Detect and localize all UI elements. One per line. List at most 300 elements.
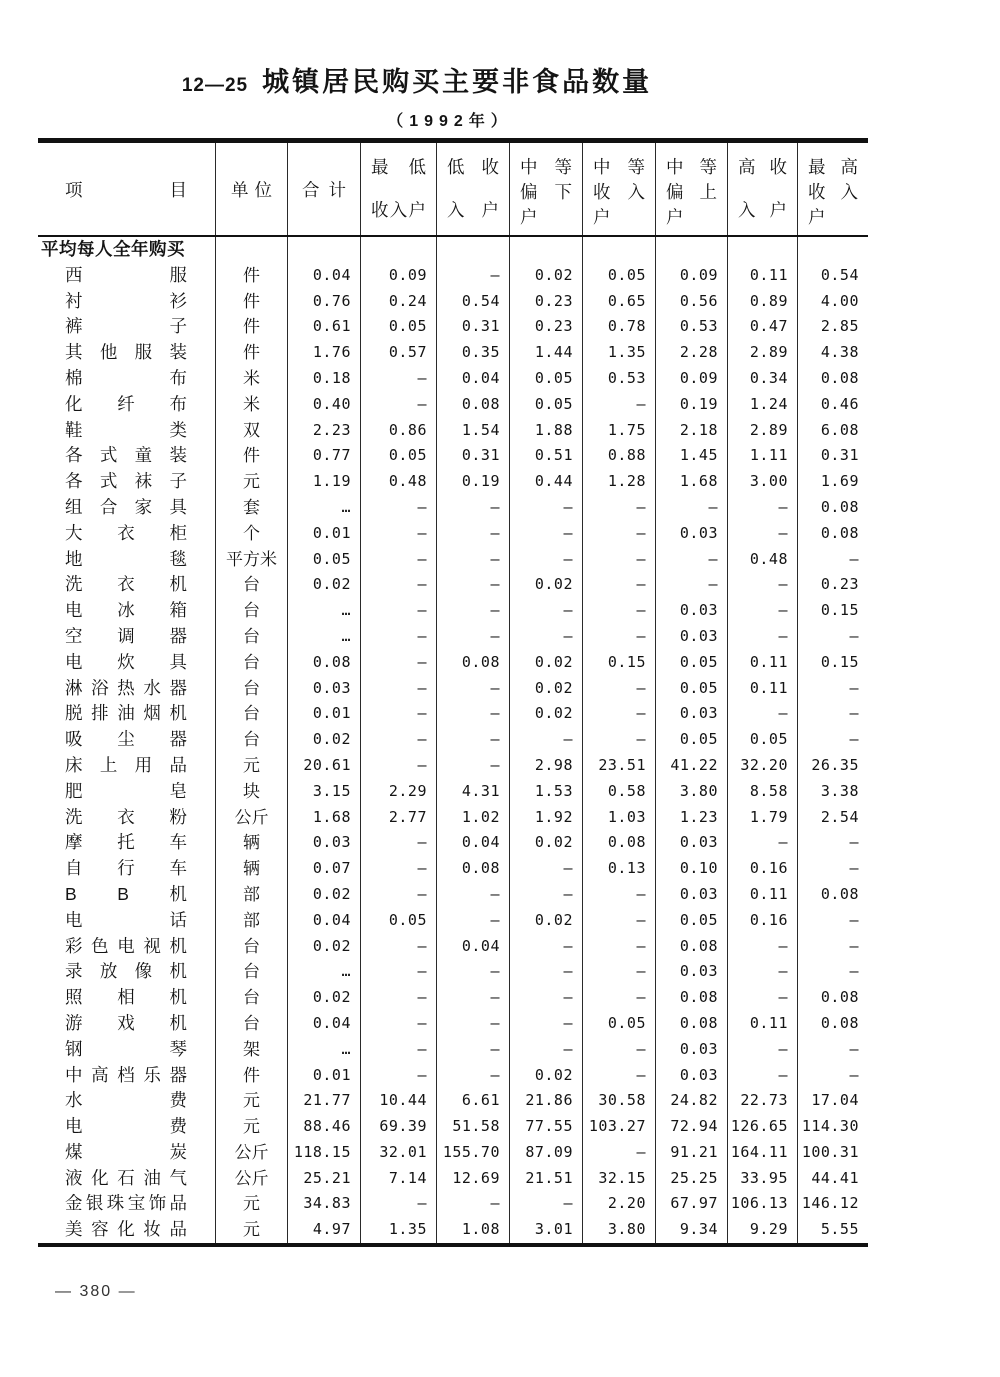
item-name: 金银珠宝饰品 [65, 1193, 187, 1214]
item-name: 照相机 [65, 987, 187, 1008]
unit-cell: 套 [215, 495, 287, 521]
value-cell: — [436, 753, 509, 779]
table-row [38, 727, 868, 753]
value-cell: 0.05 [509, 366, 582, 392]
item-name: 电冰箱 [65, 600, 187, 621]
value-cell: — [436, 1191, 509, 1217]
value-cell: 1.02 [436, 805, 509, 831]
value-cell: — [509, 1037, 582, 1063]
value-cell: 1.11 [727, 443, 797, 469]
table-row [38, 934, 868, 960]
item-name: 录放像机 [65, 961, 187, 982]
item-name: 水费 [65, 1090, 187, 1111]
value-cell: — [797, 934, 868, 960]
value-cell: … [287, 624, 360, 650]
value-cell: 0.03 [655, 701, 727, 727]
value-cell: 0.02 [287, 572, 360, 598]
value-cell: 51.58 [436, 1114, 509, 1140]
table-row [38, 1114, 868, 1140]
item-name: 西服 [65, 264, 187, 285]
value-cell: 0.05 [655, 908, 727, 934]
value-cell: 6.08 [797, 418, 868, 444]
value-cell: 4.97 [287, 1217, 360, 1243]
item-name: 钢琴 [65, 1038, 187, 1059]
value-cell: — [727, 1037, 797, 1063]
unit-cell: 米 [215, 366, 287, 392]
subtitle-row [0, 108, 900, 131]
value-cell: 1.88 [509, 418, 582, 444]
value-cell: 12.69 [436, 1166, 509, 1192]
value-cell: 0.03 [655, 1063, 727, 1089]
unit-cell: 台 [215, 598, 287, 624]
unit-cell: 元 [215, 469, 287, 495]
item-name: 其他服装 [65, 342, 187, 363]
value-cell: 0.05 [655, 727, 727, 753]
value-cell: — [582, 572, 655, 598]
value-cell: 0.15 [797, 598, 868, 624]
value-cell: 0.34 [727, 366, 797, 392]
item-name: 化纤布 [65, 393, 187, 414]
value-cell: 2.54 [797, 805, 868, 831]
table-row [38, 418, 868, 444]
table-row [38, 521, 868, 547]
unit-cell: 辆 [215, 830, 287, 856]
header-lower-middle: 中等 偏下户 [509, 143, 582, 235]
value-cell: — [509, 934, 582, 960]
value-cell: 0.02 [509, 572, 582, 598]
value-cell: 1.68 [287, 805, 360, 831]
value-cell [509, 237, 582, 263]
value-cell: — [436, 598, 509, 624]
value-cell: 0.01 [287, 701, 360, 727]
value-cell: 0.04 [436, 934, 509, 960]
value-cell: — [727, 495, 797, 521]
value-cell: — [436, 908, 509, 934]
value-cell: 0.05 [582, 1011, 655, 1037]
value-cell: — [727, 985, 797, 1011]
value-cell: 2.18 [655, 418, 727, 444]
value-cell: — [797, 959, 868, 985]
table-number: 12—25 [181, 75, 249, 96]
value-cell: 0.51 [509, 443, 582, 469]
unit-cell: 件 [215, 289, 287, 315]
value-cell: 41.22 [655, 753, 727, 779]
item-name: 液化石油气 [65, 1167, 187, 1188]
unit-cell: 台 [215, 676, 287, 702]
value-cell: — [582, 598, 655, 624]
value-cell: 0.02 [509, 908, 582, 934]
value-cell: 32.15 [582, 1166, 655, 1192]
value-cell: 44.41 [797, 1166, 868, 1192]
value-cell: — [655, 572, 727, 598]
value-cell: — [360, 701, 436, 727]
table-row [38, 959, 868, 985]
value-cell: 0.03 [655, 598, 727, 624]
section-title: 平均每人全年购买 [41, 239, 185, 259]
unit-cell: 平方米 [215, 547, 287, 573]
value-cell: 0.11 [727, 263, 797, 289]
value-cell: — [797, 547, 868, 573]
value-cell: — [797, 727, 868, 753]
value-cell: 0.02 [287, 934, 360, 960]
value-cell: 0.35 [436, 340, 509, 366]
item-name: 脱排油烟机 [65, 703, 187, 724]
value-cell: 0.03 [287, 676, 360, 702]
value-cell: 0.10 [655, 856, 727, 882]
value-cell: — [360, 650, 436, 676]
value-cell: 0.09 [655, 263, 727, 289]
table-row [38, 753, 868, 779]
value-cell: 0.16 [727, 908, 797, 934]
value-cell: 0.01 [287, 1063, 360, 1089]
value-cell: — [360, 547, 436, 573]
table-row [38, 1217, 868, 1243]
value-cell: 0.13 [582, 856, 655, 882]
item-name: 空调器 [65, 625, 187, 646]
value-cell: — [582, 959, 655, 985]
unit-cell: 元 [215, 753, 287, 779]
value-cell: 91.21 [655, 1140, 727, 1166]
value-cell: — [582, 934, 655, 960]
value-cell: 1.69 [797, 469, 868, 495]
value-cell: 2.89 [727, 340, 797, 366]
value-cell: … [287, 959, 360, 985]
table-row [38, 572, 868, 598]
value-cell: — [727, 624, 797, 650]
value-cell: — [582, 882, 655, 908]
value-cell: — [436, 521, 509, 547]
item-name: 鞋类 [65, 419, 187, 440]
table-row [38, 1037, 868, 1063]
value-cell: — [360, 959, 436, 985]
value-cell: 1.76 [287, 340, 360, 366]
value-cell: — [436, 572, 509, 598]
value-cell: 0.05 [727, 727, 797, 753]
unit-cell: 块 [215, 779, 287, 805]
value-cell: — [436, 727, 509, 753]
value-cell: 1.54 [436, 418, 509, 444]
value-cell: — [509, 521, 582, 547]
item-name: 洗衣机 [65, 574, 187, 595]
value-cell: — [797, 908, 868, 934]
value-cell: 0.19 [436, 469, 509, 495]
value-cell: 0.16 [727, 856, 797, 882]
value-cell: — [509, 727, 582, 753]
table-row [38, 676, 868, 702]
value-cell: 0.08 [287, 650, 360, 676]
value-cell: — [360, 727, 436, 753]
table-row [38, 1191, 868, 1217]
value-cell: — [360, 882, 436, 908]
item-name: 电话 [65, 909, 187, 930]
value-cell: — [436, 985, 509, 1011]
table-row [38, 624, 868, 650]
value-cell: 23.51 [582, 753, 655, 779]
table-row [38, 314, 868, 340]
value-cell: — [797, 676, 868, 702]
value-cell: 0.47 [727, 314, 797, 340]
table-row [38, 469, 868, 495]
title-row [0, 60, 834, 99]
item-name: 煤炭 [65, 1141, 187, 1162]
value-cell: 26.35 [797, 753, 868, 779]
value-cell: 0.08 [436, 650, 509, 676]
value-cell [582, 237, 655, 263]
value-cell: — [360, 676, 436, 702]
value-cell: — [360, 856, 436, 882]
value-cell: — [509, 1191, 582, 1217]
table-row [38, 443, 868, 469]
value-cell: 2.98 [509, 753, 582, 779]
value-cell: — [655, 547, 727, 573]
value-cell: 1.35 [582, 340, 655, 366]
value-cell: 0.31 [797, 443, 868, 469]
value-cell: — [436, 1011, 509, 1037]
header-unit: 单位 [215, 143, 287, 235]
value-cell: … [287, 598, 360, 624]
value-cell: — [360, 1037, 436, 1063]
value-cell [727, 237, 797, 263]
value-cell: — [360, 753, 436, 779]
value-cell: 0.04 [287, 1011, 360, 1037]
value-cell: — [797, 1063, 868, 1089]
value-cell: 100.31 [797, 1140, 868, 1166]
value-cell: 155.70 [436, 1140, 509, 1166]
value-cell: 0.11 [727, 882, 797, 908]
value-cell: 2.29 [360, 779, 436, 805]
table-row [38, 263, 868, 289]
value-cell: — [727, 521, 797, 547]
value-cell: 7.14 [360, 1166, 436, 1192]
item-name: 摩托车 [65, 832, 187, 853]
value-cell: 0.08 [797, 495, 868, 521]
unit-cell: 公斤 [215, 1140, 287, 1166]
value-cell: 21.77 [287, 1088, 360, 1114]
value-cell: 2.20 [582, 1191, 655, 1217]
value-cell: 0.54 [436, 289, 509, 315]
value-cell: 0.86 [360, 418, 436, 444]
table-row [38, 830, 868, 856]
value-cell: 3.38 [797, 779, 868, 805]
value-cell: 0.08 [797, 1011, 868, 1037]
unit-cell: 件 [215, 1063, 287, 1089]
value-cell: 1.28 [582, 469, 655, 495]
value-cell: 0.08 [797, 366, 868, 392]
value-cell: — [582, 676, 655, 702]
value-cell: 72.94 [655, 1114, 727, 1140]
section-header-row [38, 237, 868, 263]
unit-cell: 部 [215, 908, 287, 934]
value-cell: 0.08 [582, 830, 655, 856]
value-cell: 0.05 [360, 314, 436, 340]
value-cell: 34.83 [287, 1191, 360, 1217]
value-cell: — [360, 1063, 436, 1089]
value-cell: — [360, 830, 436, 856]
value-cell: 0.04 [436, 830, 509, 856]
item-name: 自行车 [65, 858, 187, 879]
value-cell: — [582, 547, 655, 573]
value-cell: 0.08 [797, 882, 868, 908]
unit-cell: 件 [215, 263, 287, 289]
value-cell: — [509, 1011, 582, 1037]
item-name: 电炊具 [65, 651, 187, 672]
value-cell: — [509, 598, 582, 624]
value-cell: 2.77 [360, 805, 436, 831]
value-cell: 1.08 [436, 1217, 509, 1243]
value-cell: — [797, 701, 868, 727]
value-cell: 0.03 [287, 830, 360, 856]
header-total: 合计 [287, 143, 360, 235]
item-name: 洗衣粉 [65, 806, 187, 827]
table-row [38, 340, 868, 366]
value-cell: 2.23 [287, 418, 360, 444]
value-cell: 22.73 [727, 1088, 797, 1114]
value-cell: 0.03 [655, 882, 727, 908]
item-name: 各式袜子 [65, 471, 187, 492]
value-cell: 0.15 [797, 650, 868, 676]
value-cell: 4.31 [436, 779, 509, 805]
value-cell: 20.61 [287, 753, 360, 779]
value-cell [436, 237, 509, 263]
value-cell: 126.65 [727, 1114, 797, 1140]
value-cell: 0.02 [509, 701, 582, 727]
value-cell: 4.38 [797, 340, 868, 366]
value-cell: 0.02 [287, 985, 360, 1011]
value-cell: 0.54 [797, 263, 868, 289]
value-cell: 0.02 [509, 650, 582, 676]
value-cell: — [727, 830, 797, 856]
item-name: 电费 [65, 1116, 187, 1137]
value-cell: — [797, 830, 868, 856]
value-cell: 1.44 [509, 340, 582, 366]
value-cell: 77.55 [509, 1114, 582, 1140]
value-cell: — [360, 572, 436, 598]
value-cell: — [360, 366, 436, 392]
item-name: 肥皂 [65, 780, 187, 801]
value-cell: — [360, 934, 436, 960]
value-cell: 0.24 [360, 289, 436, 315]
header-low-income: 低收 入户 [436, 143, 509, 235]
value-cell: 0.03 [655, 830, 727, 856]
value-cell: 0.23 [797, 572, 868, 598]
unit-cell: 元 [215, 1114, 287, 1140]
value-cell: 0.48 [360, 469, 436, 495]
value-cell: 1.79 [727, 805, 797, 831]
unit-cell: 台 [215, 624, 287, 650]
value-cell: — [727, 1063, 797, 1089]
value-cell: 0.01 [287, 521, 360, 547]
value-cell: — [436, 263, 509, 289]
value-cell: 0.23 [509, 289, 582, 315]
table-row [38, 1166, 868, 1192]
value-cell: 0.07 [287, 856, 360, 882]
value-cell: 2.28 [655, 340, 727, 366]
unit-cell: 台 [215, 934, 287, 960]
value-cell: 1.03 [582, 805, 655, 831]
value-cell: 2.85 [797, 314, 868, 340]
unit-cell: 台 [215, 650, 287, 676]
item-name: B B 机 [65, 883, 187, 904]
table-row [38, 1063, 868, 1089]
value-cell: — [582, 495, 655, 521]
value-cell: — [436, 959, 509, 985]
item-name: 彩色电视机 [65, 935, 187, 956]
unit-cell: 部 [215, 882, 287, 908]
value-cell: 1.53 [509, 779, 582, 805]
value-cell: 0.02 [287, 727, 360, 753]
value-cell: 0.61 [287, 314, 360, 340]
value-cell: 0.03 [655, 624, 727, 650]
value-cell: 0.08 [436, 856, 509, 882]
value-cell: 1.24 [727, 392, 797, 418]
table-row [38, 985, 868, 1011]
value-cell: — [436, 882, 509, 908]
value-cell [797, 237, 868, 263]
unit-cell: 件 [215, 314, 287, 340]
value-cell: — [509, 624, 582, 650]
value-cell: 0.40 [287, 392, 360, 418]
table-row [38, 366, 868, 392]
value-cell: — [509, 882, 582, 908]
value-cell: 0.09 [360, 263, 436, 289]
header-lowest-income: 最低 收入户 [360, 143, 436, 235]
value-cell: — [509, 985, 582, 1011]
value-cell: 1.92 [509, 805, 582, 831]
value-cell: — [360, 985, 436, 1011]
value-cell: 0.65 [582, 289, 655, 315]
unit-cell: 米 [215, 392, 287, 418]
value-cell: 0.18 [287, 366, 360, 392]
table-row [38, 1088, 868, 1114]
value-cell: 146.12 [797, 1191, 868, 1217]
value-cell: — [509, 959, 582, 985]
value-cell: — [436, 547, 509, 573]
table-row [38, 1140, 868, 1166]
value-cell: 5.55 [797, 1217, 868, 1243]
value-cell: 103.27 [582, 1114, 655, 1140]
value-cell: 0.05 [287, 547, 360, 573]
value-cell: 0.08 [655, 934, 727, 960]
unit-cell: 台 [215, 701, 287, 727]
value-cell: — [727, 959, 797, 985]
unit-cell: 台 [215, 727, 287, 753]
table-row [38, 779, 868, 805]
value-cell: 0.31 [436, 443, 509, 469]
value-cell: — [727, 572, 797, 598]
value-cell: — [360, 1191, 436, 1217]
value-cell: — [727, 701, 797, 727]
value-cell: 0.04 [436, 366, 509, 392]
value-cell: 6.61 [436, 1088, 509, 1114]
unit-cell: 件 [215, 340, 287, 366]
value-cell: 0.48 [727, 547, 797, 573]
value-cell: — [509, 856, 582, 882]
value-cell: 67.97 [655, 1191, 727, 1217]
value-cell: 0.89 [727, 289, 797, 315]
item-name: 裤子 [65, 316, 187, 337]
value-cell: — [582, 521, 655, 547]
value-cell: 0.56 [655, 289, 727, 315]
value-cell: 1.23 [655, 805, 727, 831]
page-title: 城镇居民购买主要非食品数量 [262, 67, 653, 97]
table-row [38, 882, 868, 908]
header-middle-income: 中等 收入户 [582, 143, 655, 235]
item-name: 衬衫 [65, 290, 187, 311]
table-row [38, 856, 868, 882]
value-cell: 0.19 [655, 392, 727, 418]
table-row [38, 908, 868, 934]
value-cell: — [582, 1140, 655, 1166]
